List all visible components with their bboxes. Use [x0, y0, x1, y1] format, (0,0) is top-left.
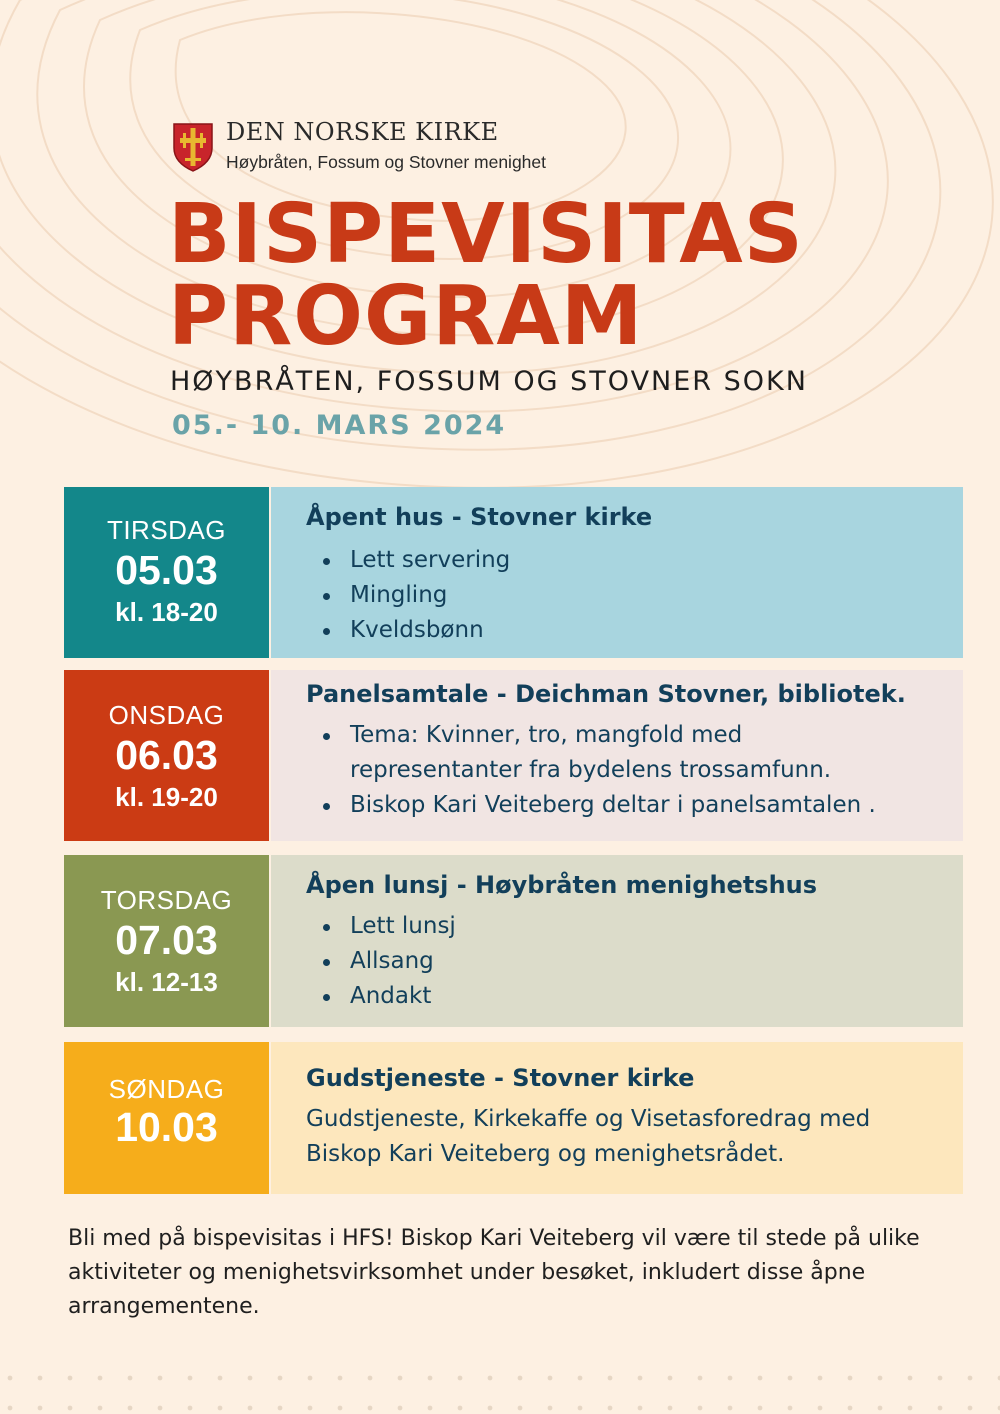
decorative-dot: [98, 1376, 103, 1381]
decorative-dot: [458, 1406, 463, 1411]
event-sunday: [64, 1042, 963, 1194]
event-details: [271, 670, 963, 841]
event-items: [306, 718, 876, 823]
event-details: [271, 1042, 963, 1194]
event-title: Gudstjeneste - Stovner kirke: [306, 1064, 695, 1092]
church-cross-shield-icon: [172, 122, 214, 172]
decorative-dot: [428, 1406, 433, 1411]
event-date-box: [64, 487, 269, 658]
event-details: [271, 855, 963, 1027]
decorative-dot: [878, 1376, 883, 1381]
church-logo: [170, 118, 590, 178]
decorative-dot: [608, 1406, 613, 1411]
event-time: kl. 12-13: [115, 967, 218, 997]
list-item: Allsang: [306, 944, 456, 979]
decorative-dot: [398, 1376, 403, 1381]
decorative-dot: [488, 1406, 493, 1411]
decorative-dot: [848, 1406, 853, 1411]
decorative-dot: [518, 1376, 523, 1381]
event-weekday: SØNDAG: [108, 1074, 225, 1104]
event-date: 10.03: [115, 1104, 218, 1150]
decorative-dot: [818, 1406, 823, 1411]
event-time: kl. 18-20: [115, 597, 218, 627]
parish-name: Høybråten, Fossum og Stovner menighet: [226, 152, 547, 172]
decorative-dot: [248, 1376, 253, 1381]
subtitle: HØYBRÅTEN, FOSSUM OG STOVNER SOKN: [170, 366, 808, 397]
event-time: kl. 19-20: [115, 782, 218, 812]
intro-paragraph: Bli med på bispevisitas i HFS! Biskop Kari Veiteberg vil være til stede på ulike aktiviteter og menighetsvirksomhet under besøket, inkludert disse åpne arrangementene.: [68, 1226, 920, 1319]
decorative-dot: [248, 1406, 253, 1411]
decorative-dot: [638, 1406, 643, 1411]
event-date: 06.03: [115, 732, 218, 778]
decorative-dot-row: [0, 1370, 1000, 1414]
decorative-dot: [518, 1406, 523, 1411]
decorative-dot: [308, 1376, 313, 1381]
decorative-dot: [338, 1376, 343, 1381]
decorative-dot: [218, 1376, 223, 1381]
decorative-dot: [8, 1406, 13, 1411]
list-item: Lett lunsj: [306, 909, 456, 944]
decorative-dot: [368, 1406, 373, 1411]
decorative-dot: [668, 1406, 673, 1411]
decorative-dot: [608, 1376, 613, 1381]
decorative-dot: [218, 1406, 223, 1411]
list-item: Kveldsbønn: [306, 613, 510, 648]
decorative-dot: [578, 1376, 583, 1381]
decorative-dot: [818, 1376, 823, 1381]
date-range: 05.- 10. MARS 2024: [172, 410, 507, 441]
decorative-dot: [788, 1376, 793, 1381]
event-description: Gudstjeneste, Kirkekaffe og Visetasforedrag med Biskop Kari Veiteberg og menighetsrådet.: [306, 1106, 871, 1167]
decorative-dot: [788, 1406, 793, 1411]
list-item-continuation: representanter fra bydelens trossamfunn.: [350, 757, 832, 783]
decorative-dot: [158, 1376, 163, 1381]
decorative-dot: [668, 1376, 673, 1381]
decorative-dot: [128, 1406, 133, 1411]
org-name: DEN NORSKE KIRKE: [226, 118, 499, 146]
decorative-dot: [278, 1376, 283, 1381]
event-date-box: [64, 670, 269, 841]
decorative-dot: [368, 1376, 373, 1381]
decorative-dot: [158, 1406, 163, 1411]
list-item: Biskop Kari Veiteberg deltar i panelsamtalen .: [306, 788, 876, 823]
decorative-dot: [548, 1376, 553, 1381]
decorative-dot: [938, 1406, 943, 1411]
list-item: Andakt: [306, 979, 456, 1014]
event-title: Åpent hus - Stovner kirke: [306, 503, 653, 531]
decorative-dot: [968, 1406, 973, 1411]
event-wednesday: [64, 670, 963, 841]
decorative-dot: [908, 1406, 913, 1411]
list-item: Lett servering: [306, 543, 510, 578]
decorative-dot: [638, 1376, 643, 1381]
event-date: 05.03: [115, 547, 218, 593]
decorative-dot: [428, 1376, 433, 1381]
event-details: [271, 487, 963, 658]
event-tuesday: [64, 487, 963, 658]
event-date-box: [64, 1042, 269, 1194]
decorative-dot: [8, 1376, 13, 1381]
decorative-dot: [98, 1406, 103, 1411]
decorative-dot: [758, 1406, 763, 1411]
decorative-dot: [188, 1376, 193, 1381]
decorative-dot: [38, 1376, 43, 1381]
decorative-dot: [878, 1406, 883, 1411]
decorative-dot: [938, 1376, 943, 1381]
decorative-dot: [338, 1406, 343, 1411]
event-title: Panelsamtale - Deichman Stovner, bibliotek.: [306, 680, 906, 708]
decorative-dot: [698, 1376, 703, 1381]
list-item: Tema: Kvinner, tro, mangfold med: [306, 718, 876, 753]
page-title-line-1: BISPEVISITAS: [168, 187, 804, 282]
decorative-dot: [68, 1376, 73, 1381]
decorative-dot: [728, 1406, 733, 1411]
decorative-dot: [548, 1406, 553, 1411]
decorative-dot: [698, 1406, 703, 1411]
decorative-dot: [128, 1376, 133, 1381]
event-items: [306, 909, 456, 1014]
event-items: [306, 543, 510, 648]
event-thursday: [64, 855, 963, 1027]
list-item: Mingling: [306, 578, 510, 613]
event-weekday: TIRSDAG: [106, 515, 227, 545]
decorative-dot: [968, 1376, 973, 1381]
decorative-dot: [458, 1376, 463, 1381]
decorative-dot: [308, 1406, 313, 1411]
decorative-dot: [398, 1406, 403, 1411]
event-date: 07.03: [115, 917, 218, 963]
decorative-dot: [68, 1406, 73, 1411]
page-title-line-2: PROGRAM: [168, 269, 644, 364]
decorative-dot: [758, 1376, 763, 1381]
decorative-dot: [278, 1406, 283, 1411]
decorative-dot: [728, 1376, 733, 1381]
decorative-dot: [488, 1376, 493, 1381]
event-title: Åpen lunsj - Høybråten menighetshus: [306, 871, 818, 899]
event-weekday: ONSDAG: [108, 700, 225, 730]
decorative-dot: [848, 1376, 853, 1381]
decorative-dot: [38, 1406, 43, 1411]
decorative-dot: [578, 1406, 583, 1411]
decorative-dot: [908, 1376, 913, 1381]
event-date-box: [64, 855, 269, 1027]
event-weekday: TORSDAG: [100, 885, 233, 915]
decorative-dot: [188, 1406, 193, 1411]
